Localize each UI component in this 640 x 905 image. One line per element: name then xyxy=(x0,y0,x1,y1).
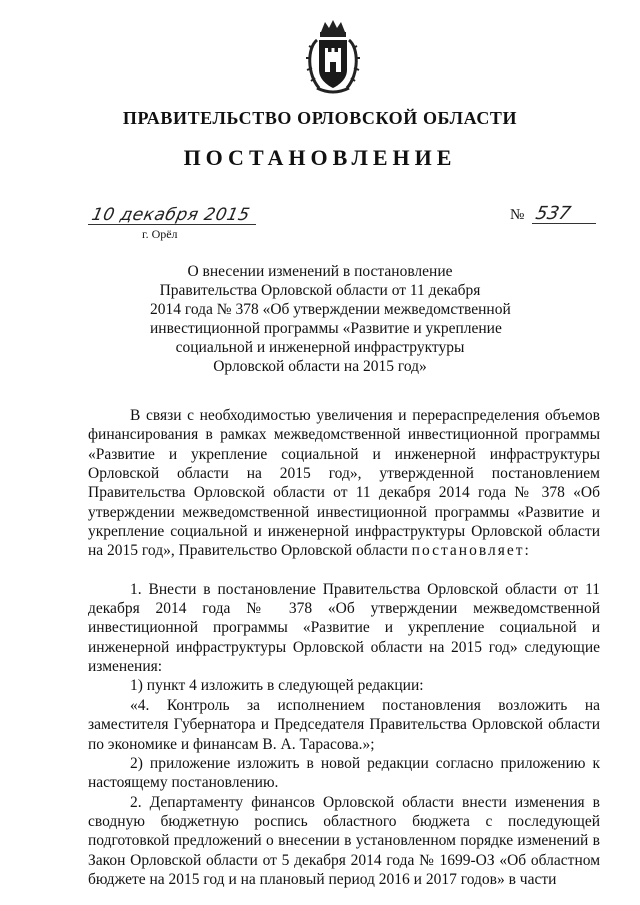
clause-1: 1. Внести в постановление Правительства Орловской области от 11 декабря 2014 года № 378 «Об утверждении межведомственной инвестиционной программы «Развитие и укрепление социальной и инженерной инфраструктуры Орловской области на 2015 год» следующие изменения: xyxy=(88,580,600,676)
organization-title: ПРАВИТЕЛЬСТВО ОРЛОВСКОЙ ОБЛАСТИ xyxy=(122,108,518,128)
subject-line: Орловской области на 2015 год» xyxy=(213,358,427,375)
document-subject xyxy=(150,262,511,376)
preamble-text: В связи с необходимостью увеличения и перераспределения объемов финансирования в рамках межведомственной инвестиционной программы «Развитие и укрепление социальной и инженерной инфраструктуры Орловской области на 2015 год», утвержденной постановлением Правительства Орловской области от 11 декабря 2014 года № 378 «Об утверждении межведомственной инвестиционной программы «Развитие и укрепление социальной и инженерной инфраструктуры Орловской области на 2015 год», Правительство Орловской области xyxy=(88,407,600,560)
subject-line: социальной и инженерной инфраструктуры xyxy=(175,339,465,356)
clause-2: 2. Департаменту финансов Орловской области внести изменения в сводную бюджетную роспись областного бюджета с последующей подготовкой предложений о внесении в установленном порядке изменений в Закон Орловской области от 5 декабря 2014 года № 1699-ОЗ «Об областном бюджете на 2015 год и на плановый период 2016 и 2017 годов» в части xyxy=(88,793,600,888)
coat-of-arms-icon xyxy=(303,18,363,96)
decree-word: постановляет: xyxy=(411,542,531,560)
subject-line: Правительства Орловской области от 11 декабря xyxy=(159,282,481,299)
city-label: г. Орёл xyxy=(142,227,178,241)
document-type-title: ПОСТАНОВЛЕНИЕ xyxy=(183,145,457,170)
clause-1-item-1-text: «4. Контроль за исполнением постановления возложить на заместителя Губернатора и Председателя Правительства Орловской области по экономике и финансам В. А. Тарасова.»; xyxy=(88,696,600,753)
subject-line: О внесении изменений в постановление xyxy=(187,263,453,280)
number-sign: № xyxy=(510,207,525,223)
clause-1-item-2: 2) приложение изложить в новой редакции согласно приложению к настоящему постановлению. xyxy=(88,754,600,792)
handwritten-date: 10 декабря 2015 xyxy=(89,205,252,225)
date-underline xyxy=(88,224,256,225)
subject-line: 2014 года № 378 «Об утверждении межведомственной xyxy=(150,301,511,318)
number-field xyxy=(510,203,600,227)
clause-1-item-1: 1) пункт 4 изложить в следующей редакции: xyxy=(130,677,424,695)
preamble-paragraph xyxy=(88,406,600,561)
number-underline xyxy=(532,223,596,224)
handwritten-number: 537 xyxy=(533,203,573,224)
subject-line: инвестиционной программы «Развитие и укрепление xyxy=(150,320,502,337)
document-body xyxy=(88,406,600,889)
date-field xyxy=(88,205,263,229)
